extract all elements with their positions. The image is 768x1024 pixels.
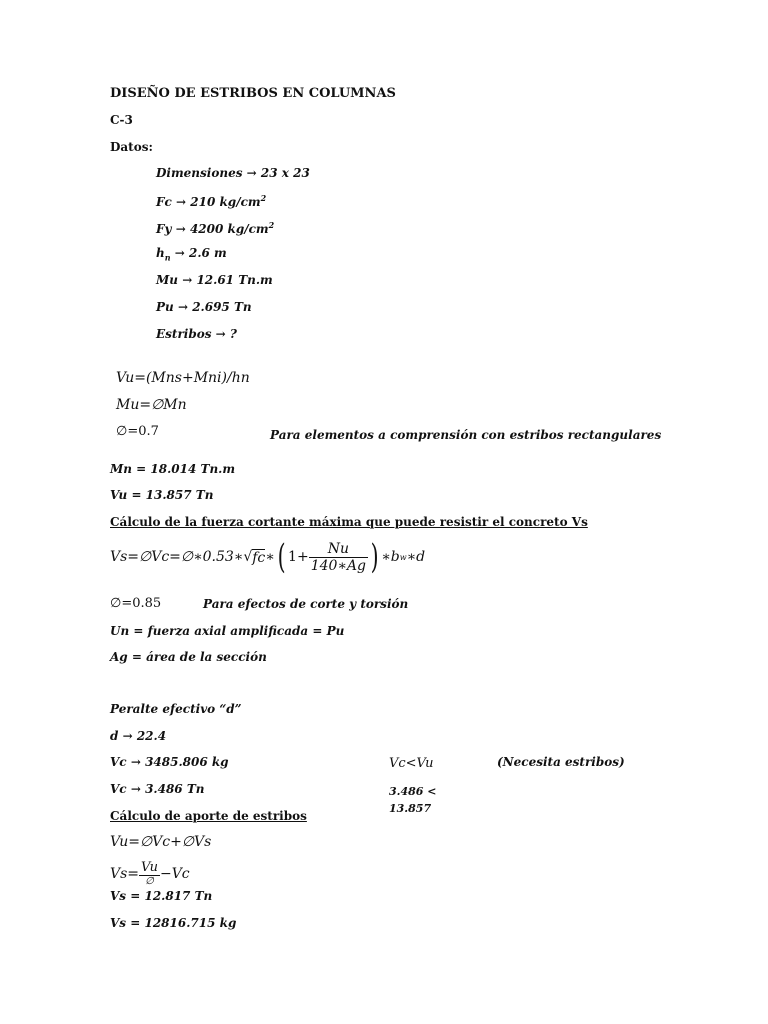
heading-aporte-estribos: Cálculo de aporte de estribos xyxy=(110,809,307,823)
equation-vs-end: ∗d xyxy=(406,549,426,565)
right-paren-icon: ) xyxy=(370,537,379,577)
arrow-icon: → xyxy=(176,195,187,209)
equation-vs xyxy=(110,537,426,577)
equation-phi-07: ∅=0.7 xyxy=(116,424,159,439)
sqrt-symbol: √ xyxy=(243,549,253,565)
dato-subscript: n xyxy=(164,252,171,263)
dato-hn xyxy=(156,246,227,262)
heading-fuerza-cortante: Cálculo de la fuerza cortante máxima que puede resistir el concreto Vs xyxy=(110,515,588,529)
definition-un: Un = fuerza axial amplificada = Pu xyxy=(110,624,345,638)
vc-kg-line xyxy=(110,755,229,769)
definition-ag: Ag = área de la sección xyxy=(110,650,267,664)
dato-superscript: 2 xyxy=(260,193,267,203)
result-vs-tn: Vs = 12.817 Tn xyxy=(110,889,213,903)
fraction-numerator: Nu xyxy=(327,540,349,557)
result-mn: Mn = 18.014 Tn.m xyxy=(110,462,236,476)
dato-label: Fy xyxy=(156,222,172,236)
fraction-numerator: Vu xyxy=(141,860,158,875)
equation-vs-aporte xyxy=(110,860,190,887)
dato-label: Mu xyxy=(156,273,179,287)
dato-label: h xyxy=(156,246,165,260)
dato-value: ? xyxy=(229,327,237,341)
arrow-icon: → xyxy=(122,729,133,743)
comparison-equation: Vc<Vu xyxy=(389,756,434,771)
left-paren-icon: ( xyxy=(277,537,286,577)
equation-vs-sqrt-arg: fc xyxy=(252,549,266,566)
dato-value: 210 kg/cm xyxy=(190,195,261,209)
equation-mu: Mu=∅Mn xyxy=(116,397,187,413)
equation-vu: Vu=(Mns+Mni)/hn xyxy=(116,370,250,386)
peralte-efectivo: Peralte efectivo “d” xyxy=(110,702,242,716)
fraction-denominator: ∅ xyxy=(139,875,160,887)
dato-dimensiones xyxy=(156,166,310,180)
dato-value: 12.61 Tn.m xyxy=(196,273,273,287)
fraction-denominator: 140∗Ag xyxy=(310,557,366,574)
result-vs-kg: Vs = 12816.715 kg xyxy=(110,916,237,930)
dato-value: 2.6 m xyxy=(189,246,227,260)
note-compresion: Para elementos a comprensión con estribos rectangulares xyxy=(270,428,662,442)
vc-label: Vc xyxy=(110,782,127,796)
arrow-icon: → xyxy=(246,166,257,180)
equation-vs-mid: ∗ xyxy=(265,549,275,565)
d-value: 22.4 xyxy=(136,729,167,743)
equation-vs-right: ∗b xyxy=(381,549,400,565)
arrow-icon: → xyxy=(130,755,141,769)
equation-vs-one-plus: 1+ xyxy=(288,549,309,565)
equation-phi-085: ∅=0.85 xyxy=(110,596,162,611)
dato-label: Estribos xyxy=(156,327,212,341)
comparison-values-1: 3.486 < xyxy=(389,785,437,798)
equation-vs2-right: −Vc xyxy=(159,865,190,882)
arrow-icon: → xyxy=(177,300,188,314)
equation-vs-sub-w: w xyxy=(399,552,407,562)
vc-label: Vc xyxy=(110,755,127,769)
equation-vu-sum: Vu=∅Vc+∅Vs xyxy=(110,834,212,850)
dato-fc xyxy=(156,193,266,209)
dato-value: 4200 kg/cm xyxy=(189,222,269,236)
fraction-nu-ag xyxy=(309,541,368,574)
dato-fy xyxy=(156,220,274,236)
arrow-icon: → xyxy=(182,273,193,287)
dato-value: 2.695 Tn xyxy=(192,300,252,314)
page-title: DISEÑO DE ESTRIBOS EN COLUMNAS xyxy=(110,86,396,101)
dato-mu xyxy=(156,273,273,287)
dato-label: Fc xyxy=(156,195,172,209)
arrow-icon: → xyxy=(175,222,186,236)
arrow-icon: → xyxy=(174,246,185,260)
d-label: d xyxy=(110,729,119,743)
dato-superscript: 2 xyxy=(268,220,275,230)
equation-vs-left: Vs=∅Vc=∅∗0.53∗ xyxy=(110,549,244,565)
dato-value: 23 x 23 xyxy=(260,166,310,180)
datos-label: Datos: xyxy=(110,140,153,154)
result-vu: Vu = 13.857 Tn xyxy=(110,488,214,502)
necesita-estribos: (Necesita estribos) xyxy=(497,755,625,769)
fraction-vu-phi xyxy=(139,860,160,887)
d-value-line xyxy=(110,729,166,743)
dato-label: Pu xyxy=(156,300,174,314)
dato-label: Dimensiones xyxy=(156,166,243,180)
arrow-icon: → xyxy=(215,327,226,341)
column-id: C-3 xyxy=(110,113,133,127)
dato-pu xyxy=(156,300,252,314)
arrow-icon: → xyxy=(130,782,141,796)
vc-tn-line xyxy=(110,782,204,796)
note-corte: Para efectos de corte y torsión xyxy=(203,597,409,611)
comparison-values-2: 13.857 xyxy=(389,802,432,815)
dato-estribos xyxy=(156,327,237,341)
vc-tn-value: 3.486 Tn xyxy=(145,782,205,796)
vc-kg-value: 3485.806 kg xyxy=(145,755,229,769)
equation-vs2-left: Vs= xyxy=(110,865,140,882)
